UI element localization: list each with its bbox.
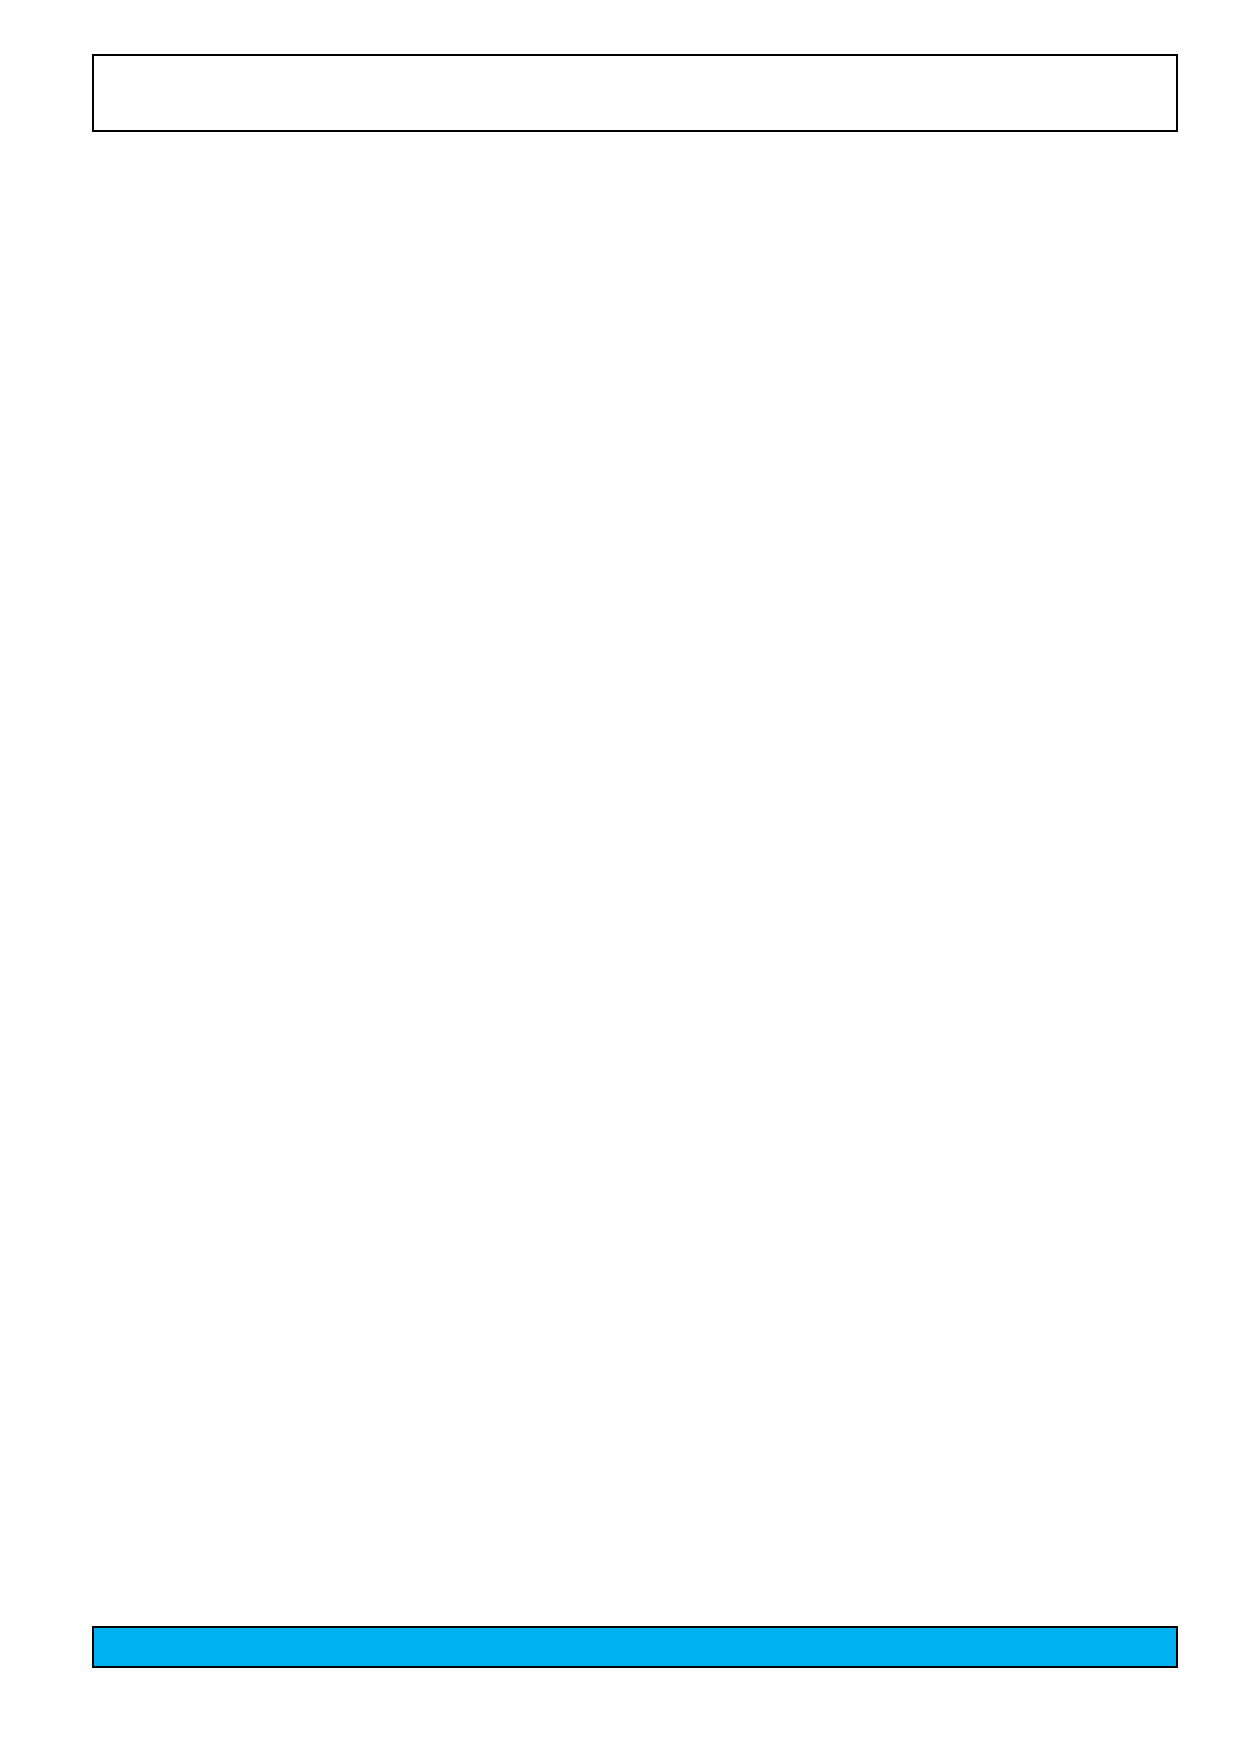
stage-title: [92, 54, 1178, 132]
pavilion-legend: [92, 1626, 1178, 1668]
